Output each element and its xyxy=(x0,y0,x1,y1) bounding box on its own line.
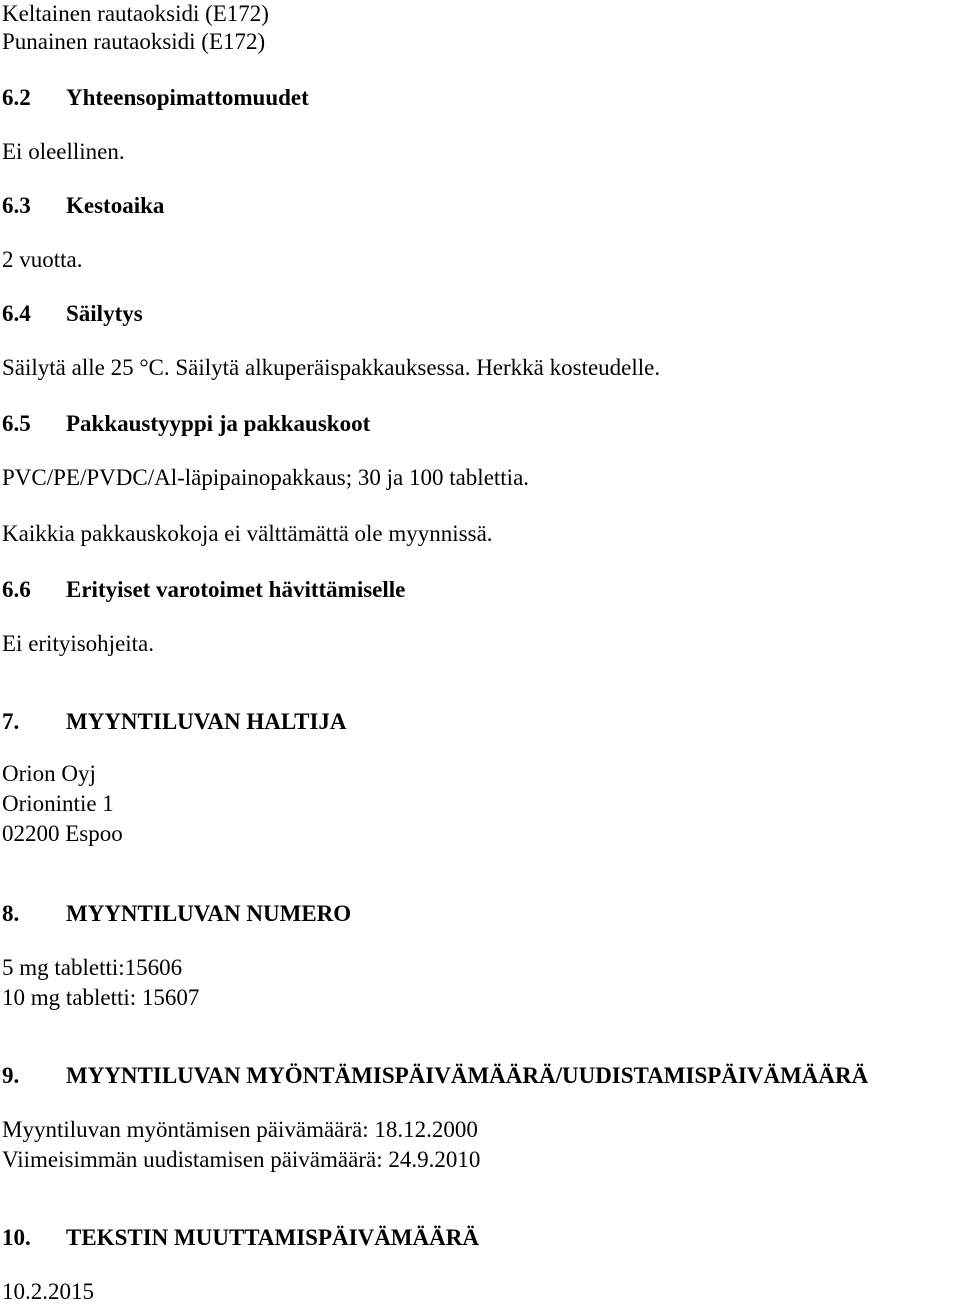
section-number: 6.2 xyxy=(2,85,31,110)
section-heading-6-6 xyxy=(2,578,405,601)
section-title: Yhteensopimattomuudet xyxy=(66,85,309,110)
section-title: TEKSTIN MUUTTAMISPÄIVÄMÄÄRÄ xyxy=(66,1225,479,1250)
section-body: 2 vuotta. xyxy=(2,247,83,272)
authorisation-number: 5 mg tabletti:15606 xyxy=(2,955,183,980)
section-heading-10 xyxy=(2,1226,479,1249)
section-heading-8 xyxy=(2,902,351,925)
holder-street: Orionintie 1 xyxy=(2,791,114,816)
section-heading-6-3 xyxy=(2,194,164,217)
section-title: MYYNTILUVAN NUMERO xyxy=(66,901,352,926)
section-title: Erityiset varotoimet hävittämiselle xyxy=(66,577,406,602)
section-number: 6.4 xyxy=(2,301,31,326)
section-number: 9. xyxy=(2,1063,20,1088)
section-heading-6-5 xyxy=(2,412,370,435)
section-title: Kestoaika xyxy=(66,193,165,218)
section-body: Kaikkia pakkauskokoja ei välttämättä ole myynnissä. xyxy=(2,521,493,546)
section-title: Säilytys xyxy=(66,301,143,326)
section-heading-6-2 xyxy=(2,86,309,109)
section-title: MYYNTILUVAN HALTIJA xyxy=(66,709,347,734)
section-heading-7 xyxy=(2,710,347,733)
section-number: 6.3 xyxy=(2,193,31,218)
section-number: 8. xyxy=(2,901,20,926)
first-authorisation-date: Myyntiluvan myöntämisen päivämäärä: 18.12.2000 xyxy=(2,1117,478,1142)
renewal-date: Viimeisimmän uudistamisen päivämäärä: 24.9.2010 xyxy=(2,1147,481,1172)
section-number: 6.5 xyxy=(2,411,31,436)
section-number: 10. xyxy=(2,1225,31,1250)
section-heading-6-4 xyxy=(2,302,143,325)
section-title: Pakkaustyyppi ja pakkauskoot xyxy=(66,411,371,436)
section-number: 7. xyxy=(2,709,20,734)
section-body: Säilytä alle 25 °C. Säilytä alkuperäispakkauksessa. Herkkä kosteudelle. xyxy=(2,355,661,380)
section-title: MYYNTILUVAN MYÖNTÄMISPÄIVÄMÄÄRÄ/UUDISTAMISPÄIVÄMÄÄRÄ xyxy=(66,1063,869,1088)
excipient-line: Punainen rautaoksidi (E172) xyxy=(2,29,266,54)
section-body: PVC/PE/PVDC/Al-läpipainopakkaus; 30 ja 100 tablettia. xyxy=(2,465,530,490)
section-body: Ei erityisohjeita. xyxy=(2,631,155,656)
holder-name: Orion Oyj xyxy=(2,761,96,786)
section-body: Ei oleellinen. xyxy=(2,139,125,164)
revision-date: 10.2.2015 xyxy=(2,1279,94,1304)
excipient-line: Keltainen rautaoksidi (E172) xyxy=(2,1,269,26)
authorisation-number: 10 mg tabletti: 15607 xyxy=(2,985,200,1010)
holder-city: 02200 Espoo xyxy=(2,821,123,846)
section-heading-9 xyxy=(2,1064,868,1087)
section-number: 6.6 xyxy=(2,577,31,602)
